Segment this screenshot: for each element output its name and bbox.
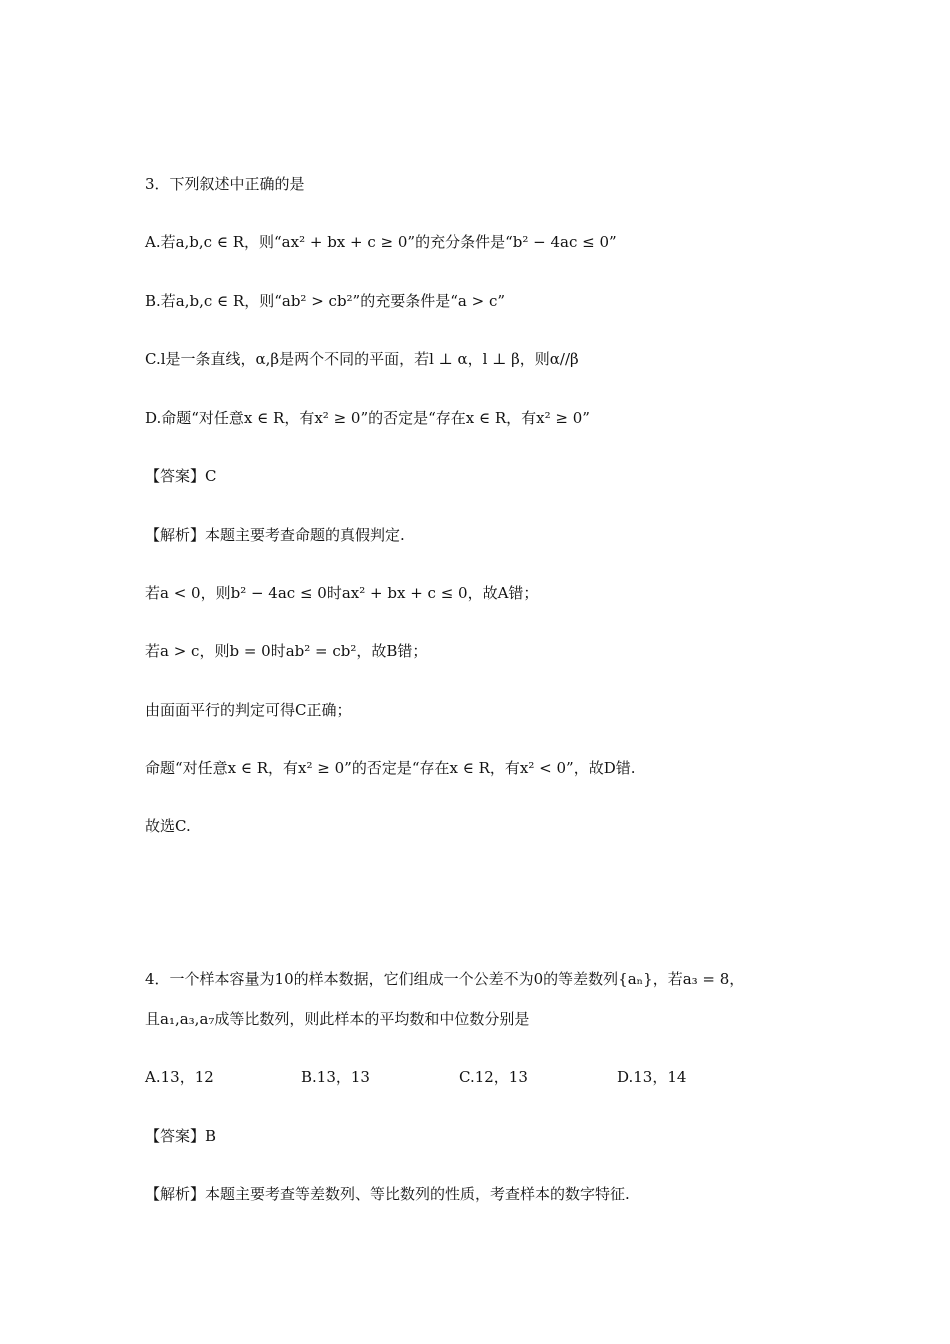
q4-option-c: C.12，13: [459, 1068, 528, 1086]
q3-option-b: B.若a,b,c ∈ R，则“ab² > cb²”的充要条件是“a > c”: [145, 292, 506, 310]
q3-step-3: 由面面平行的判定可得C正确；: [145, 701, 352, 719]
q4-option-d: D.13，14: [617, 1068, 687, 1086]
q3-step-1: 若a < 0，则b² − 4ac ≤ 0时ax² + bx + c ≤ 0，故A错；: [145, 584, 539, 602]
q4-analysis: 【解析】本题主要考查等差数列、等比数列的性质，考查样本的数字特征.: [145, 1185, 630, 1203]
q4-stem-line-2: 且a₁,a₃,a₇成等比数列，则此样本的平均数和中位数分别是: [145, 1010, 530, 1028]
q3-stem: 3．下列叙述中正确的是: [145, 175, 305, 193]
q4-answer: 【答案】B: [145, 1127, 217, 1145]
q3-conclusion: 故选C.: [145, 817, 191, 835]
q4-stem-line-1: 4．一个样本容量为10的样本数据，它们组成一个公差不为0的等差数列{aₙ}，若a₃ = 8，: [145, 970, 745, 988]
q3-analysis: 【解析】本题主要考查命题的真假判定.: [145, 526, 405, 544]
q3-step-2: 若a > c，则b = 0时ab² = cb²，故B错；: [145, 642, 428, 660]
q3-step-4: 命题“对任意x ∈ R，有x² ≥ 0”的否定是“存在x ∈ R，有x² < 0”，故D错.: [145, 759, 636, 777]
q4-option-a: A.13，12: [145, 1068, 214, 1086]
q3-option-d: D.命题“对任意x ∈ R，有x² ≥ 0”的否定是“存在x ∈ R，有x² ≥ 0”: [145, 409, 590, 427]
q3-answer: 【答案】C: [145, 467, 217, 485]
q3-option-c: C.l是一条直线，α,β是两个不同的平面，若l ⊥ α，l ⊥ β，则α//β: [145, 350, 579, 368]
q3-option-a: A.若a,b,c ∈ R，则“ax² + bx + c ≥ 0”的充分条件是“b² − 4ac ≤ 0”: [145, 233, 617, 251]
q4-option-b: B.13，13: [301, 1068, 370, 1086]
